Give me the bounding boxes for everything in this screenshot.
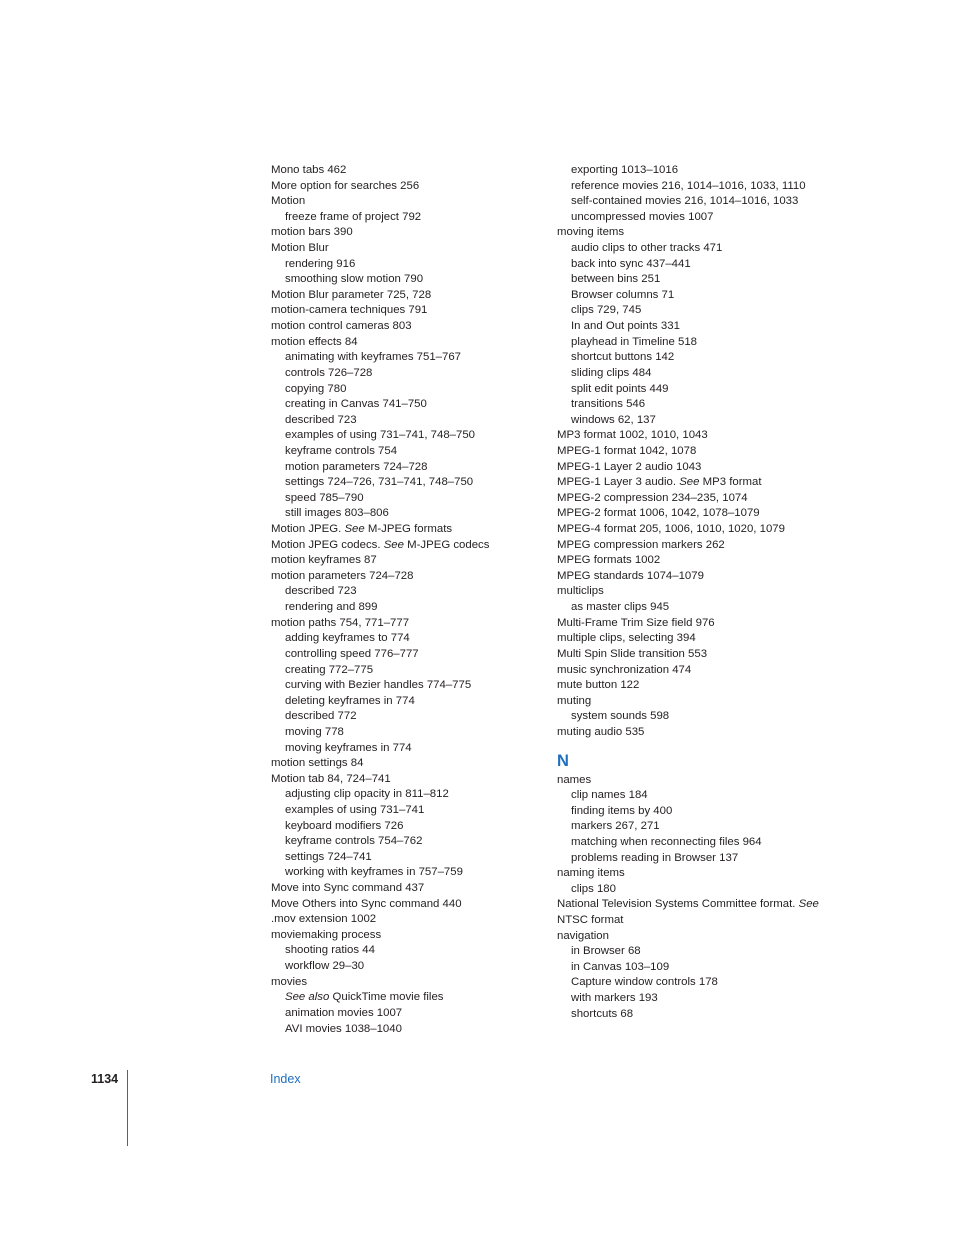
index-entry: Multi Spin Slide transition 553 <box>557 647 708 660</box>
index-subentry: uncompressed movies 1007 <box>571 210 714 223</box>
index-subentry: back into sync 437–441 <box>571 257 691 270</box>
index-subentry: clips 180 <box>571 882 616 895</box>
index-entry: Motion JPEG codecs. See M-JPEG codecs <box>271 538 490 551</box>
letter-heading: N <box>557 751 569 770</box>
index-subentry: as master clips 945 <box>571 601 670 614</box>
index-column-right <box>557 163 847 1022</box>
index-entry: navigation <box>557 929 609 942</box>
index-subentry: shooting ratios 44 <box>285 944 375 957</box>
index-subentry: adding keyframes to 774 <box>285 632 410 645</box>
index-entry: More option for searches 256 <box>271 179 420 192</box>
index-subentry: rendering 916 <box>285 257 356 270</box>
index-entry: motion parameters 724–728 <box>271 569 414 582</box>
index-entry: multiple clips, selecting 394 <box>557 632 696 645</box>
index-entry: motion keyframes 87 <box>271 554 377 567</box>
index-subentry: moving 778 <box>285 725 344 738</box>
index-subentry: keyboard modifiers 726 <box>285 819 404 832</box>
index-subentry: clips 729, 745 <box>571 304 642 317</box>
index-subentry: system sounds 598 <box>571 710 670 723</box>
index-entry: Motion Blur parameter 725, 728 <box>271 288 432 301</box>
index-entry: MPEG-4 format 205, 1006, 1010, 1020, 1079 <box>557 523 785 536</box>
footer-section-label: Index <box>270 1072 301 1086</box>
index-entry: muting audio 535 <box>557 725 645 738</box>
index-entry: MPEG formats 1002 <box>557 554 661 567</box>
index-subentry: animation movies 1007 <box>285 1006 403 1019</box>
index-subentry: curving with Bezier handles 774–775 <box>285 679 472 692</box>
index-subentry: playhead in Timeline 518 <box>571 335 698 348</box>
index-column-left <box>271 163 541 1037</box>
index-subentry: in Browser 68 <box>571 945 641 958</box>
index-subentry: sliding clips 484 <box>571 366 652 379</box>
index-subentry: clip names 184 <box>571 789 648 802</box>
index-entry: Move into Sync command 437 <box>271 882 425 895</box>
footer-divider <box>127 1070 128 1146</box>
index-subentry: between bins 251 <box>571 273 661 286</box>
index-subentry: workflow 29–30 <box>285 960 365 973</box>
index-subentry: smoothing slow motion 790 <box>285 273 424 286</box>
index-subentry: audio clips to other tracks 471 <box>571 242 723 255</box>
index-subentry: with markers 193 <box>571 992 658 1005</box>
index-subentry: still images 803–806 <box>285 507 389 520</box>
index-entry: motion effects 84 <box>271 335 358 348</box>
index-subentry: shortcuts 68 <box>571 1007 634 1020</box>
index-entry: .mov extension 1002 <box>271 913 377 926</box>
index-subentry: examples of using 731–741, 748–750 <box>285 429 475 442</box>
index-entry: MPEG standards 1074–1079 <box>557 569 704 582</box>
index-subentry: controlling speed 776–777 <box>285 647 419 660</box>
index-entry: Motion JPEG. See M-JPEG formats <box>271 523 453 536</box>
index-subentry: keyframe controls 754 <box>285 444 398 457</box>
index-subentry: split edit points 449 <box>571 382 669 395</box>
index-subentry: windows 62, 137 <box>571 413 656 426</box>
index-entry: motion paths 754, 771–777 <box>271 616 410 629</box>
index-subentry: See also QuickTime movie files <box>285 991 444 1004</box>
index-subentry: described 772 <box>285 710 357 723</box>
index-subentry: self-contained movies 216, 1014–1016, 1033 <box>571 195 799 208</box>
index-subentry: settings 724–726, 731–741, 748–750 <box>285 476 474 489</box>
index-subentry: deleting keyframes in 774 <box>285 694 415 707</box>
index-subentry: matching when reconnecting files 964 <box>571 835 762 848</box>
index-subentry: motion parameters 724–728 <box>285 460 428 473</box>
index-entry: moviemaking process <box>271 928 382 941</box>
index-entry: motion bars 390 <box>271 226 353 239</box>
index-subentry: rendering and 899 <box>285 601 378 614</box>
index-subentry: finding items by 400 <box>571 804 673 817</box>
index-entry: Motion <box>271 195 306 208</box>
index-subentry: transitions 546 <box>571 398 646 411</box>
index-subentry: creating 772–775 <box>285 663 374 676</box>
index-entry: Mono tabs 462 <box>271 164 347 176</box>
index-subentry: AVI movies 1038–1040 <box>285 1022 402 1035</box>
index-entry: MPEG-2 compression 234–235, 1074 <box>557 491 748 504</box>
index-entry: MPEG-1 format 1042, 1078 <box>557 444 697 457</box>
index-subentry: examples of using 731–741 <box>285 803 425 816</box>
index-subentry: exporting 1013–1016 <box>571 164 679 176</box>
index-entry: National Television Systems Committee format. See <box>557 898 819 911</box>
index-entry: MPEG-1 Layer 2 audio 1043 <box>557 460 702 473</box>
index-subentry: Capture window controls 178 <box>571 976 718 989</box>
page-number: 1134 <box>91 1072 119 1086</box>
index-entry: music synchronization 474 <box>557 663 692 676</box>
index-subentry: markers 267, 271 <box>571 820 660 833</box>
index-entries-n <box>557 773 847 1023</box>
index-subentry: copying 780 <box>285 382 347 395</box>
index-entry: MP3 format 1002, 1010, 1043 <box>557 429 708 442</box>
index-subentry: freeze frame of project 792 <box>285 210 422 223</box>
index-entry: mute button 122 <box>557 679 640 692</box>
index-subentry: In and Out points 331 <box>571 320 680 333</box>
index-entry: MPEG-2 format 1006, 1042, 1078–1079 <box>557 507 760 520</box>
index-entry: MPEG-1 Layer 3 audio. See MP3 format <box>557 476 762 489</box>
index-entry: muting <box>557 694 592 707</box>
index-subentry: keyframe controls 754–762 <box>285 835 423 848</box>
index-subentry: working with keyframes in 757–759 <box>285 866 463 879</box>
index-entry: Multi-Frame Trim Size field 976 <box>557 616 715 629</box>
index-entry: moving items <box>557 226 625 239</box>
index-subentry: shortcut buttons 142 <box>571 351 675 364</box>
index-entry: MPEG compression markers 262 <box>557 538 725 551</box>
index-subentry: in Canvas 103–109 <box>571 960 670 973</box>
index-subentry: Browser columns 71 <box>571 288 675 301</box>
index-entry: Motion Blur <box>271 242 329 255</box>
index-entry: naming items <box>557 867 625 880</box>
index-subentry: reference movies 216, 1014–1016, 1033, 1110 <box>571 179 806 192</box>
index-entry: NTSC format <box>557 914 624 927</box>
index-subentry: adjusting clip opacity in 811–812 <box>285 788 449 801</box>
index-entries-m-continued <box>557 163 847 741</box>
index-entry: multiclips <box>557 585 604 598</box>
index-entry: movies <box>271 975 308 988</box>
index-subentry: animating with keyframes 751–767 <box>285 351 462 364</box>
index-entry: motion-camera techniques 791 <box>271 304 428 317</box>
index-entry: motion control cameras 803 <box>271 320 412 333</box>
index-subentry: speed 785–790 <box>285 491 364 504</box>
index-subentry: described 723 <box>285 413 357 426</box>
index-subentry: described 723 <box>285 585 357 598</box>
index-subentry: controls 726–728 <box>285 366 373 379</box>
index-entry: names <box>557 773 592 786</box>
index-entry: Move Others into Sync command 440 <box>271 897 462 910</box>
index-subentry: settings 724–741 <box>285 850 372 863</box>
index-subentry: moving keyframes in 774 <box>285 741 412 754</box>
index-subentry: problems reading in Browser 137 <box>571 851 739 864</box>
index-entry: Motion tab 84, 724–741 <box>271 772 391 785</box>
index-entry: motion settings 84 <box>271 757 364 770</box>
index-subentry: creating in Canvas 741–750 <box>285 398 427 411</box>
